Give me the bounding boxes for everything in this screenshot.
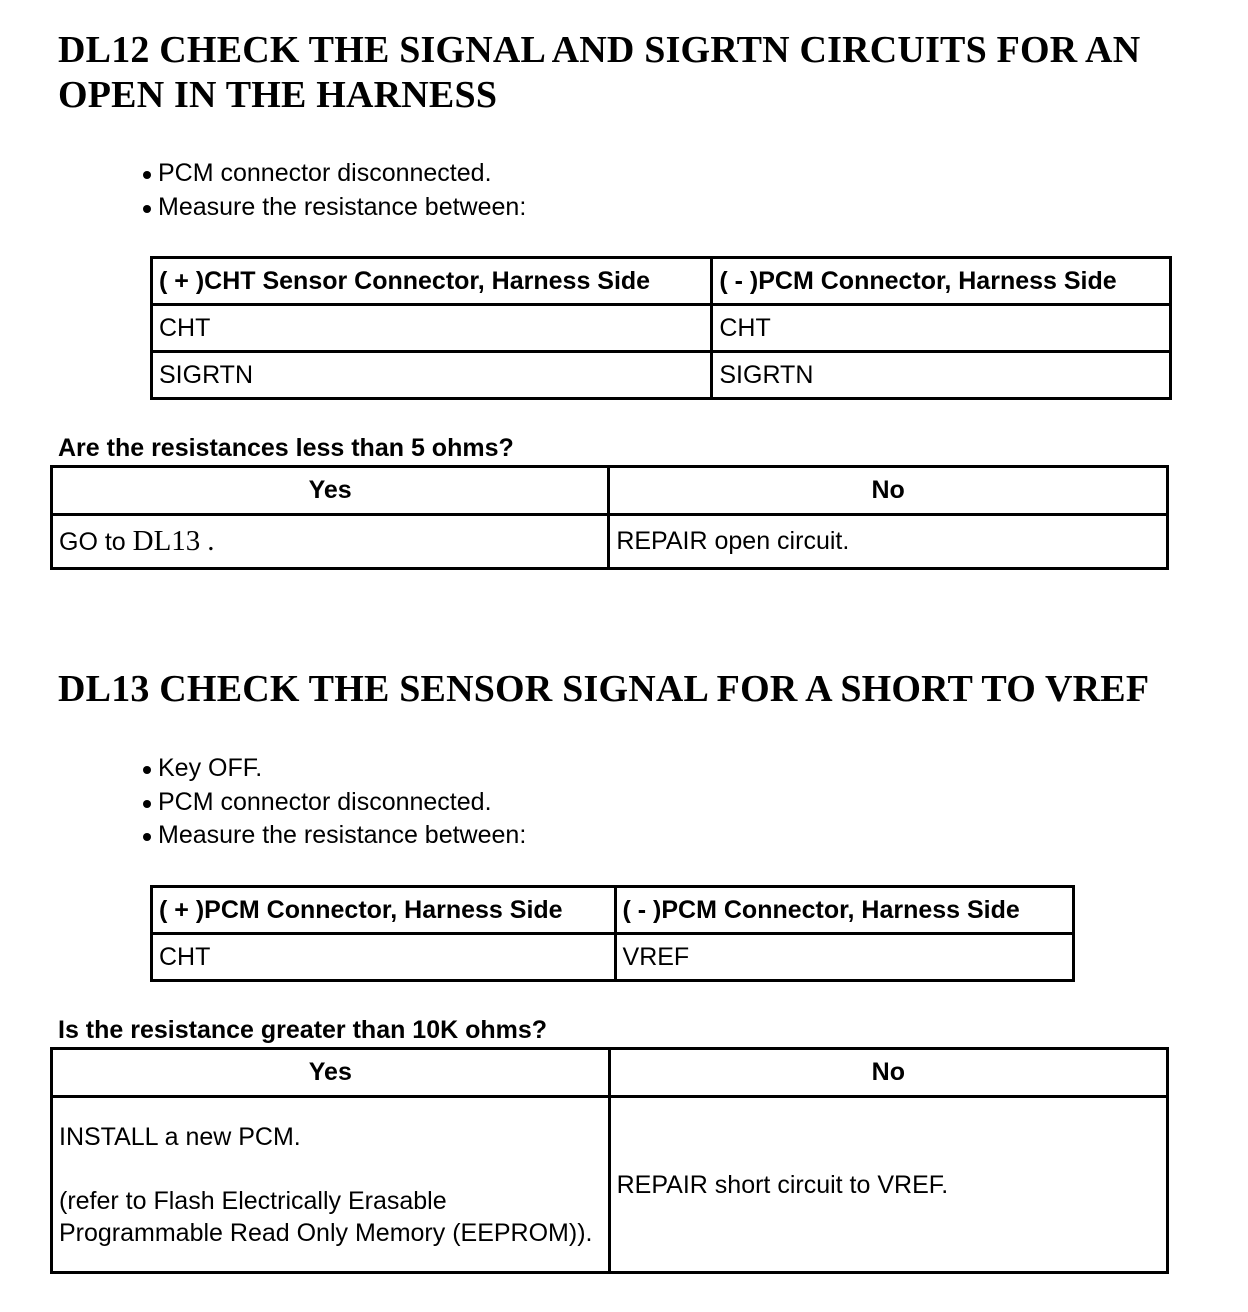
- dl12-answer-table: [50, 465, 1169, 570]
- yes-header: Yes: [52, 467, 609, 515]
- yes-action-text: INSTALL a new PCM.: [59, 1122, 301, 1151]
- column-header: ( + )PCM Connector, Harness Side: [152, 887, 616, 934]
- table-header-row: [152, 887, 1074, 934]
- bullet-item: Measure the resistance between:: [140, 819, 526, 853]
- yes-header: Yes: [52, 1049, 610, 1097]
- table-header-row: [52, 1049, 1168, 1097]
- table-cell: CHT: [712, 305, 1171, 352]
- column-header: ( - )PCM Connector, Harness Side: [712, 258, 1171, 305]
- no-cell: REPAIR short circuit to VREF.: [609, 1097, 1167, 1273]
- dl12-measure-table: [150, 256, 1172, 400]
- dl12-bullet-list: [140, 157, 526, 224]
- table-row: [52, 515, 1168, 569]
- table-row: [152, 934, 1074, 981]
- table-row: [152, 305, 1171, 352]
- dl13-answer-table: [50, 1047, 1169, 1274]
- yes-action-text: GO to: [59, 528, 126, 556]
- table-cell: CHT: [152, 934, 616, 981]
- table-cell: SIGRTN: [712, 352, 1171, 399]
- dl13-heading: DL13 CHECK THE SENSOR SIGNAL FOR A SHORT TO VREF: [58, 668, 1150, 710]
- table-row: [152, 352, 1171, 399]
- yes-cell: [52, 1097, 610, 1273]
- dl13-link[interactable]: DL13: [132, 525, 201, 557]
- yes-action-period: .: [207, 525, 215, 557]
- dl12-heading: DL12 CHECK THE SIGNAL AND SIGRTN CIRCUITS FOR AN OPEN IN THE HARNESS: [58, 29, 1141, 116]
- dl13-measure-table: [150, 885, 1075, 982]
- column-header: ( - )PCM Connector, Harness Side: [615, 887, 1073, 934]
- column-header: ( + )CHT Sensor Connector, Harness Side: [152, 258, 712, 305]
- table-cell: SIGRTN: [152, 352, 712, 399]
- no-cell: REPAIR open circuit.: [609, 515, 1168, 569]
- table-row: [52, 1097, 1168, 1273]
- dl13-question: Is the resistance greater than 10K ohms?: [58, 1016, 548, 1044]
- bullet-item: PCM connector disconnected.: [140, 157, 526, 191]
- dl12-question: Are the resistances less than 5 ohms?: [58, 434, 514, 462]
- table-cell: VREF: [615, 934, 1073, 981]
- table-header-row: [52, 467, 1168, 515]
- bullet-item: Key OFF.: [140, 752, 526, 786]
- yes-cell: [52, 515, 609, 569]
- no-header: No: [609, 467, 1168, 515]
- no-header: No: [609, 1049, 1167, 1097]
- table-cell: CHT: [152, 305, 712, 352]
- table-header-row: [152, 258, 1171, 305]
- bullet-item: Measure the resistance between:: [140, 191, 526, 225]
- dl13-bullet-list: [140, 752, 526, 853]
- bullet-item: PCM connector disconnected.: [140, 786, 526, 820]
- eeprom-reference-note: (refer to Flash Electrically Erasable Programmable Read Only Memory (EEPROM)).: [59, 1186, 593, 1247]
